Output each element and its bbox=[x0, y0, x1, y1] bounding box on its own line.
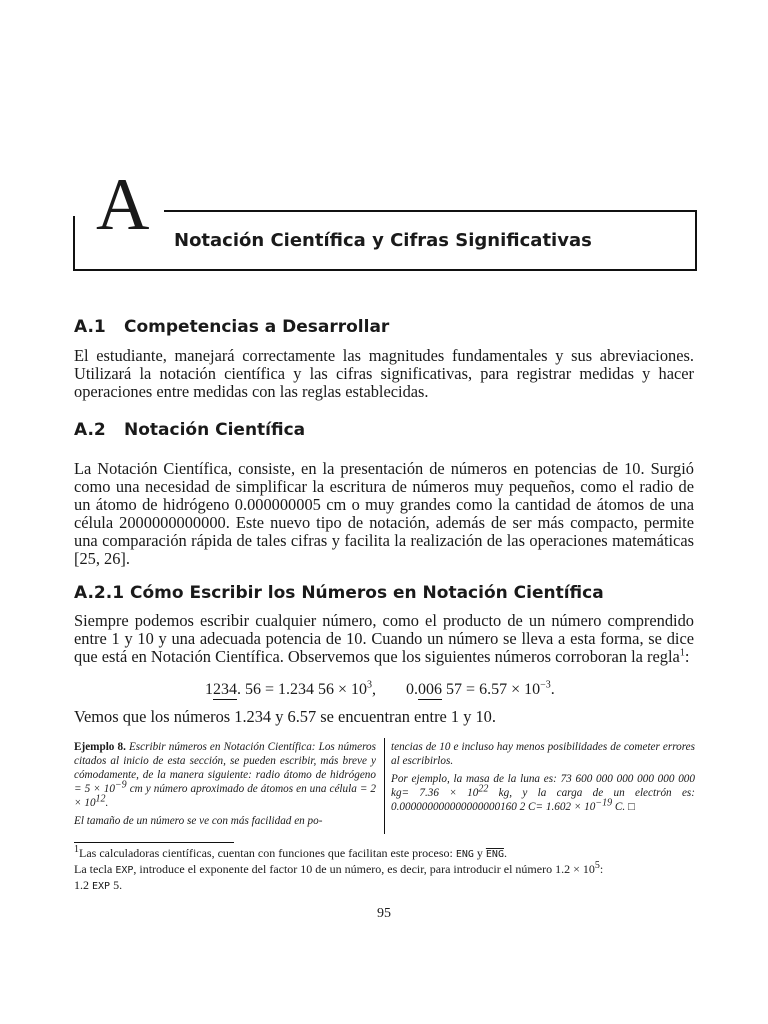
footnote-text: La tecla bbox=[74, 862, 116, 876]
section-number: A.1 bbox=[74, 317, 106, 337]
example-text: . bbox=[105, 797, 109, 809]
eq-part: 0. bbox=[406, 681, 419, 698]
example-text: El tamaño de un número se ve con más facilidad en po- bbox=[74, 815, 323, 827]
after-equation-text: Vemos que los números 1.234 y 6.57 se encuentran entre 1 y 10. bbox=[74, 707, 496, 726]
key-exp: EXP bbox=[115, 865, 134, 876]
footnote-text: Las calculadoras científicas, cuentan con funciones que facilitan este proceso: bbox=[79, 846, 456, 860]
section-body-a2: La Notación Científica, consiste, en la presentación de números en potencias de 10. Surgió como una necesidad de simplificar la escritura de números muy pequeños, como el radio de un átomo de hidrógeno 0.000000005 cm o muy grandes como la cantidad de átomos de una célula 2000000000000. Este nuevo tipo de notación, además de ser más compacto, permite una comparación rápida de tales cifras y facilita la realización de las operaciones matemáticas [25, 26]. bbox=[74, 459, 694, 568]
example-text: cm y número aproximado de átomos en una célula = 2 × 10 bbox=[74, 783, 376, 809]
footnote-text: y bbox=[473, 846, 486, 860]
example-column-left bbox=[74, 740, 376, 832]
eq-separator: , bbox=[372, 681, 377, 698]
footnote-rule bbox=[74, 842, 234, 843]
example-exponent: 22 bbox=[478, 783, 489, 795]
footnote-text: : bbox=[599, 862, 604, 876]
body-text: Siempre podemos escribir cualquier número, como el producto de un número comprendido entre 1 y 10 y una adecuada potencia de 10. Cuando un número se lleva a esta forma, se dice que está en Notación Científica. Observemos que los siguientes números corroboran la regla bbox=[74, 611, 694, 666]
example-text: C. □ bbox=[612, 801, 635, 813]
example-text: Escribir números en Notación Científica: Los números citados al inicio de esta sección, se pueden escribir, más breve y cómodamente, de la manera siguiente: radio átomo de hidrógeno = 5 × 10 bbox=[74, 741, 376, 795]
section-title: Notación Científica bbox=[124, 420, 306, 440]
eq-exponent: 3 bbox=[367, 679, 373, 691]
section-heading-a2 bbox=[74, 420, 305, 440]
subsection-title: Cómo Escribir los Números en Notación Científica bbox=[130, 583, 604, 603]
example-exponent: −19 bbox=[595, 797, 613, 809]
eq-exponent: −3 bbox=[540, 679, 551, 691]
example-exponent: −9 bbox=[114, 779, 127, 791]
example-text: Por ejemplo, la masa de la luna es: 73 600 000 000 000 000 000 kg= 7.36 × 10 bbox=[391, 773, 695, 799]
chapter-title: Notación Científica y Cifras Significativas bbox=[174, 230, 592, 251]
equation-line bbox=[205, 681, 555, 700]
example-exponent: 12 bbox=[95, 793, 106, 805]
footnote-mark: 1 bbox=[74, 844, 79, 855]
example-divider bbox=[384, 738, 385, 834]
eq-part: . 56 = 1.234 56 × 10 bbox=[237, 681, 368, 698]
chapter-letter: A bbox=[92, 168, 153, 242]
key-eng: ENG bbox=[455, 849, 474, 860]
subsection-body-a21: Siempre podemos escribir cualquier número, como el producto de un número comprendido entre 1 y 10 y una adecuada potencia de 10. Cuando un número se lleva a esta forma, se dice que está en Notación Científica. Observemos que los siguientes números corroboran la regla$^1$: bbox=[74, 611, 694, 666]
example-text: kg, y la carga de un electrón es: 0.000000000000000000160 2 C= 1.602 × 10 bbox=[391, 787, 695, 813]
footnote-text: 5. bbox=[110, 878, 123, 892]
page-number: 95 bbox=[377, 906, 391, 921]
example-label: Ejemplo 8. bbox=[74, 741, 126, 753]
example-text: tencias de 10 e incluso hay menos posibilidades de cometer errores al escribirlos. bbox=[391, 741, 695, 767]
section-number: A.2 bbox=[74, 420, 106, 440]
eq-underline-arrow: 006 bbox=[418, 681, 443, 698]
footnote-text: . bbox=[503, 846, 507, 860]
footnote-exponent: 5 bbox=[594, 860, 600, 871]
eq-part: 57 = 6.57 × 10 bbox=[442, 681, 541, 698]
footnote-text: 1.2 bbox=[74, 878, 92, 892]
eq-part: 1 bbox=[205, 681, 213, 698]
eq-end: . bbox=[550, 681, 555, 698]
subsection-heading-a21 bbox=[74, 583, 604, 603]
example-column-right bbox=[391, 740, 695, 818]
section-title: Competencias a Desarrollar bbox=[124, 317, 390, 337]
eq-underline-arrow: 234 bbox=[213, 681, 237, 698]
section-body-a1: El estudiante, manejará correctamente las magnitudes fundamentales y sus abreviaciones. Utilizará la notación científica y las cifras significativas, para registrar medidas y hacer operaciones entre medidas con las reglas establecidas. bbox=[74, 346, 694, 401]
footnote-text: , introduce el exponente del factor 10 de un número, es decir, para introducir el número 1.2 × 10 bbox=[133, 862, 595, 876]
key-eng-back: $\overline{ENG}$ bbox=[485, 849, 504, 860]
footnote bbox=[74, 846, 696, 894]
key-exp: EXP bbox=[92, 881, 111, 892]
subsection-number: A.2.1 bbox=[74, 583, 125, 603]
section-heading-a1 bbox=[74, 317, 389, 337]
footnote-ref: 1 bbox=[679, 647, 685, 659]
